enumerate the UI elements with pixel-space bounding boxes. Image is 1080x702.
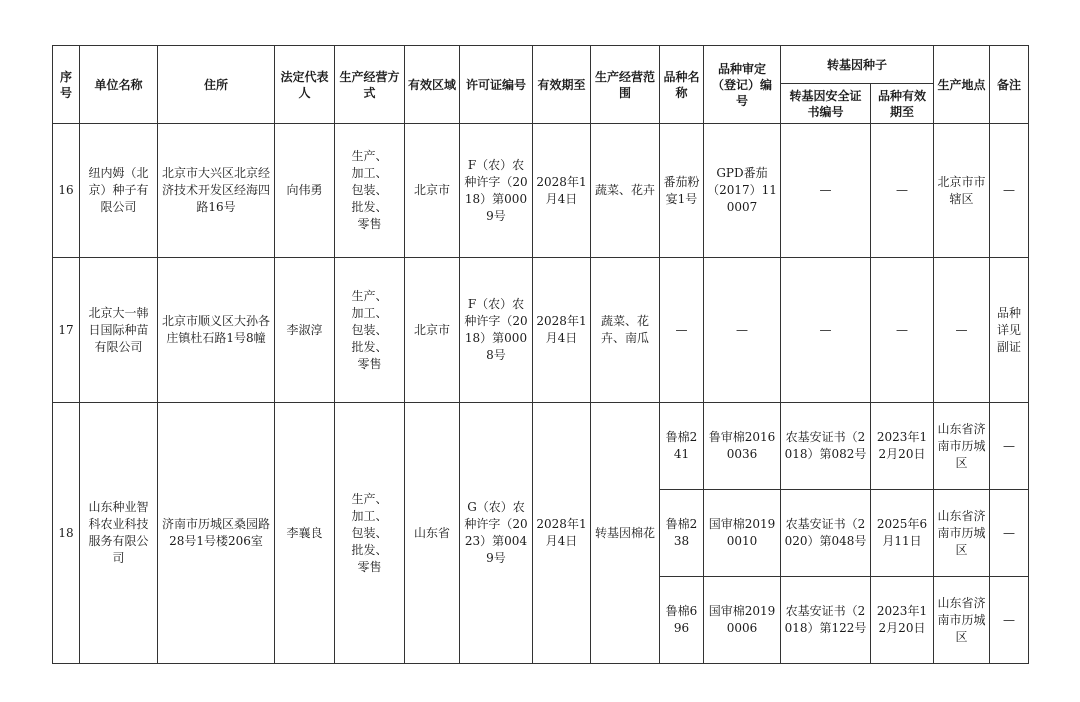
cell-unit: 纽内姆（北京）种子有限公司 (80, 124, 158, 258)
cell-approval: GPD番茄（2017）110007 (704, 124, 781, 258)
cell-legal-rep: 李淑淳 (275, 258, 335, 403)
cell-region: 北京市 (405, 258, 460, 403)
cell-place: 山东省济南市历城区 (934, 577, 990, 664)
header-note: 备注 (990, 46, 1029, 124)
cell-mode-text: 生产、 加工、 包装、 批发、 零售 (351, 491, 388, 574)
cell-note: — (990, 490, 1029, 577)
cell-unit: 北京大一韩日国际种苗有限公司 (80, 258, 158, 403)
header-legal-rep: 法定代表人 (275, 46, 335, 124)
cell-place: 北京市市辖区 (934, 124, 990, 258)
cell-unit: 山东种业智科农业科技服务有限公司 (80, 403, 158, 664)
cell-address: 北京市顺义区大孙各庄镇杜石路1号8幢 (158, 258, 275, 403)
cell-gm-expiry: — (871, 258, 934, 403)
license-table (52, 45, 1029, 664)
header-mode: 生产经营方式 (335, 46, 405, 124)
header-gm-expiry: 品种有效期至 (871, 84, 934, 124)
cell-gm-expiry: 2023年12月20日 (871, 403, 934, 490)
header-seq: 序号 (53, 46, 80, 124)
header-approval: 品种审定（登记）编号 (704, 46, 781, 124)
table-row (53, 403, 1029, 490)
cell-seq: 16 (53, 124, 80, 258)
cell-place: 山东省济南市历城区 (934, 490, 990, 577)
cell-gm-expiry: 2023年12月20日 (871, 577, 934, 664)
cell-scope: 蔬菜、花卉 (591, 124, 660, 258)
cell-note: — (990, 403, 1029, 490)
cell-gm-cert: — (781, 124, 871, 258)
cell-seq: 17 (53, 258, 80, 403)
cell-gm-cert: 农基安证书（2018）第122号 (781, 577, 871, 664)
cell-approval: 鲁审棉20160036 (704, 403, 781, 490)
cell-mode (335, 258, 405, 403)
cell-approval: 国审棉20190006 (704, 577, 781, 664)
header-variety: 品种名称 (660, 46, 704, 124)
cell-gm-cert: 农基安证书（2020）第048号 (781, 490, 871, 577)
cell-expiry: 2028年1月4日 (533, 403, 591, 664)
cell-place: 山东省济南市历城区 (934, 403, 990, 490)
cell-license: F（农）农种许字（2018）第0009号 (460, 124, 533, 258)
cell-region: 北京市 (405, 124, 460, 258)
header-address: 住所 (158, 46, 275, 124)
cell-variety: 鲁棉241 (660, 403, 704, 490)
header-place: 生产地点 (934, 46, 990, 124)
cell-legal-rep: 李襄良 (275, 403, 335, 664)
cell-variety: 番茄粉宴1号 (660, 124, 704, 258)
header-gm-cert: 转基因安全证书编号 (781, 84, 871, 124)
cell-mode-text: 生产、 加工、 包装、 批发、 零售 (351, 288, 388, 371)
cell-note: 品种详见副证 (990, 258, 1029, 403)
cell-region: 山东省 (405, 403, 460, 664)
cell-legal-rep: 向伟勇 (275, 124, 335, 258)
cell-gm-expiry: 2025年6月11日 (871, 490, 934, 577)
header-scope: 生产经营范围 (591, 46, 660, 124)
header-unit: 单位名称 (80, 46, 158, 124)
header-license: 许可证编号 (460, 46, 533, 124)
cell-seq: 18 (53, 403, 80, 664)
cell-note: — (990, 577, 1029, 664)
cell-place: — (934, 258, 990, 403)
cell-variety: 鲁棉696 (660, 577, 704, 664)
header-row-1 (53, 46, 1029, 84)
header-gm-group: 转基因种子 (781, 46, 934, 84)
cell-license: F（农）农种许字（2018）第0008号 (460, 258, 533, 403)
cell-license: G（农）农种许字（2023）第0049号 (460, 403, 533, 664)
table-row (53, 124, 1029, 258)
cell-scope: 蔬菜、花卉、南瓜 (591, 258, 660, 403)
cell-approval: 国审棉20190010 (704, 490, 781, 577)
cell-address: 北京市大兴区北京经济技术开发区经海四路16号 (158, 124, 275, 258)
cell-mode (335, 403, 405, 664)
cell-approval: — (704, 258, 781, 403)
cell-note: — (990, 124, 1029, 258)
cell-variety: — (660, 258, 704, 403)
table-row (53, 258, 1029, 403)
header-expiry: 有效期至 (533, 46, 591, 124)
cell-expiry: 2028年1月4日 (533, 258, 591, 403)
cell-gm-cert: 农基安证书（2018）第082号 (781, 403, 871, 490)
header-region: 有效区域 (405, 46, 460, 124)
cell-variety: 鲁棉238 (660, 490, 704, 577)
cell-scope: 转基因棉花 (591, 403, 660, 664)
cell-address: 济南市历城区桑园路28号1号楼206室 (158, 403, 275, 664)
cell-gm-expiry: — (871, 124, 934, 258)
cell-gm-cert: — (781, 258, 871, 403)
cell-mode (335, 124, 405, 258)
cell-expiry: 2028年1月4日 (533, 124, 591, 258)
cell-mode-text: 生产、 加工、 包装、 批发、 零售 (351, 149, 388, 231)
